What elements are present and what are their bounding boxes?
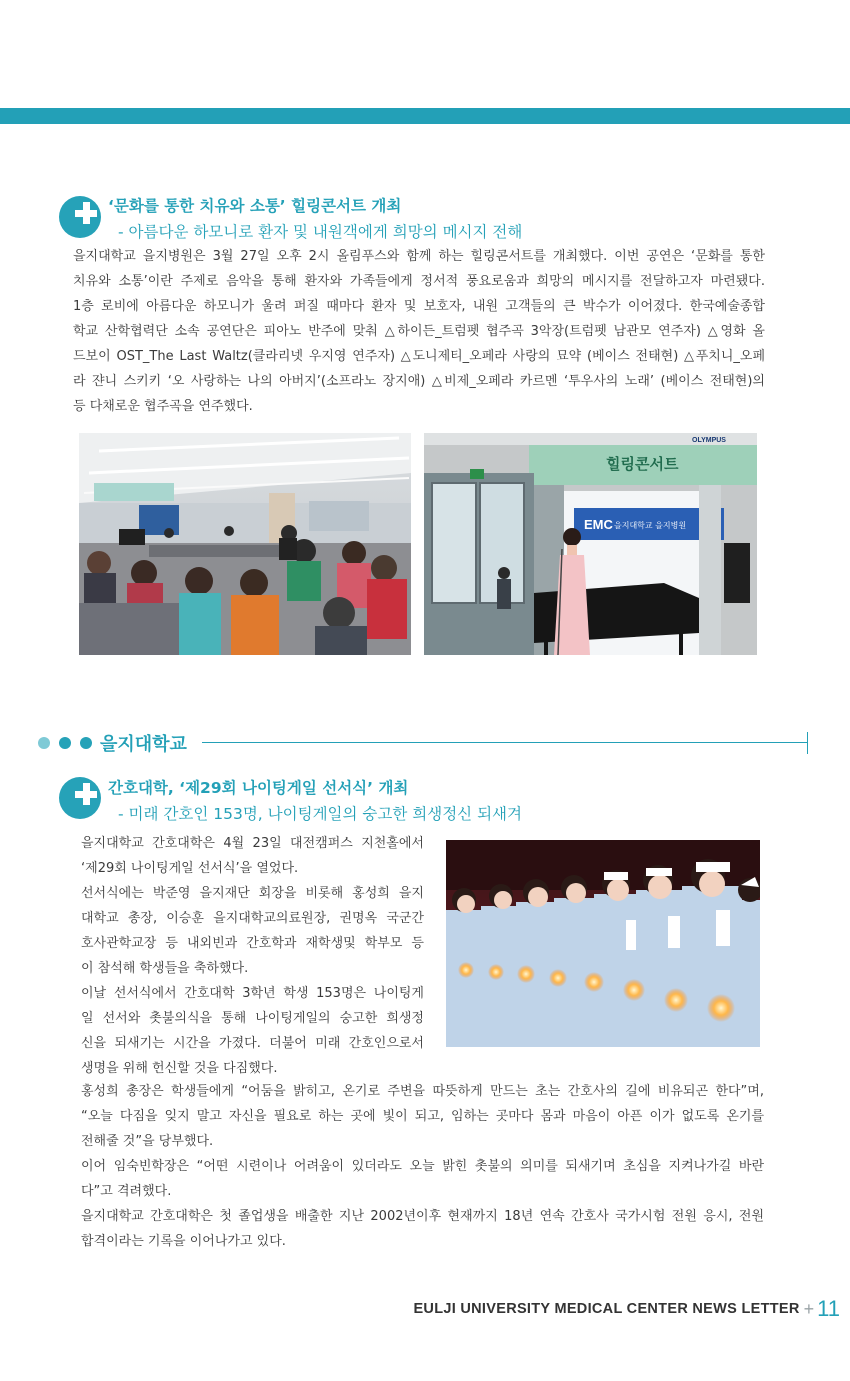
section-dot-icon [80,737,92,749]
body-line: 선서식에는 박준영 을지재단 회장을 비롯해 홍성희 을지 [81,886,424,901]
body-line: 일 선서와 촛불의식을 통해 나이팅게일의 숭고한 희생정 [81,1011,424,1026]
article2-title: 간호대학, ‘제29회 나이팅게일 선서식’ 개최 [108,779,409,797]
top-accent-bar [0,108,850,124]
section-divider [202,742,807,743]
section-header [38,730,808,756]
footer-plus-icon: + [803,1298,815,1319]
body-line: 다”고 격려했다. [81,1184,172,1199]
body-line: 이날 선서식에서 간호대학 3학년 학생 153명은 나이팅게 [81,986,424,1001]
body-line: 라 쟌니 스키키 ‘오 사랑하는 나의 아버지’(소프라노 장지애) △비제_오페라 카르멘 ‘투우사의 노래’ (베이스 전태현)의 [73,374,765,389]
article1-title: ‘문화를 통한 치유와 소통’ 힐링콘서트 개최 [108,197,402,215]
section-title: 을지대학교 [100,734,187,755]
body-line: 등 다채로운 협주곡을 연주했다. [73,399,253,414]
section-divider-end [807,732,808,754]
body-line: 을지대학교 간호대학은 4월 23일 대전캠퍼스 지천홀에서 [81,836,424,851]
body-line: ‘제29회 나이팅게일 선서식’을 열었다. [81,861,299,876]
concert-audience-photo [79,433,411,655]
body-line: 전해줄 것”을 당부했다. [81,1134,214,1149]
body-line: 드보이 OST_The Last Waltz(클라리넷 우지영 연주자) △도니제티_오페라 사랑의 묘약 (베이스 전태현) △푸치니_오페 [73,349,765,364]
body-line: 학교 산학협력단 소속 공연단은 피아노 반주에 맞춰 △하이든_트럼펫 협주곡 3악장(트럼펫 남관모 연주자) △영화 올 [73,324,765,339]
plus-badge-icon [59,196,101,238]
nightingale-ceremony-photo [446,840,760,1047]
article2-body-narrow [81,831,424,1081]
body-line: 대학교 총장, 이승훈 을지대학교의료원장, 권명옥 국군간 [81,911,424,926]
body-line: 호사관학교장 등 내외빈과 간호학과 재학생및 학부모 등 [81,936,424,951]
section-dot-icon [38,737,50,749]
body-line: 1층 로비에 아름다운 하모니가 울려 퍼질 때마다 환자 및 보호자, 내원 고객들의 큰 박수가 이어졌다. 한국예술종합 [73,299,765,314]
banner-text: 힐링콘서트 [606,455,679,473]
sponsor-logo-text: OLYMPUS [692,437,726,444]
body-line: 이어 임숙빈학장은 “어떤 시련이나 어려움이 있더라도 오늘 밝힌 촛불의 의미를 되새기며 초심을 지켜나가길 바란 [81,1159,764,1174]
body-line: 치유와 소통’이란 주제로 음악을 통해 환자와 가족들에게 정서적 풍요로움과 희망의 메시지를 전달하고자 마련됐다. [73,274,765,289]
body-line: 을지대학교 간호대학은 첫 졸업생을 배출한 지난 2002년이후 현재까지 18년 연속 간호사 국가시험 전원 응시, 전원 [81,1209,764,1224]
plus-badge-icon [59,777,101,819]
body-line: “오늘 다짐을 잊지 말고 자신을 필요로 하는 곳에 빛이 되고, 임하는 곳마다 몸과 마음이 아픈 이가 없도록 온기를 [81,1109,764,1124]
section-dot-icon [59,737,71,749]
body-line: 생명을 위해 헌신할 것을 다짐했다. [81,1061,278,1076]
body-line: 신을 되새기는 시간을 가졌다. 더불어 미래 간호인으로서 [81,1036,424,1051]
concert-singer-photo [424,433,757,655]
body-line: 홍성희 총장은 학생들에게 “어둠을 밝히고, 온기로 주변을 따뜻하게 만드는 초는 간호사의 길에 비유되곤 한다”며, [81,1084,764,1099]
emc-logo-text: EMC [584,517,613,532]
footer-newsletter-title: EULJI UNIVERSITY MEDICAL CENTER NEWS LETTER [413,1301,800,1317]
article2-body-wide [81,1079,764,1254]
page-number: 11 [817,1296,840,1321]
body-line: 합격이라는 기록을 이어나가고 있다. [81,1234,286,1249]
body-line: 을지대학교 을지병원은 3월 27일 오후 2시 올림푸스와 함께 하는 힐링콘서트를 개최했다. 이번 공연은 ‘문화를 통한 [73,249,765,264]
hospital-name-text: 을지대학교 을지병원 [614,521,687,530]
article1-subtitle: - 아름다운 하모니로 환자 및 내원객에게 희망의 메시지 전해 [118,223,523,241]
article2-subtitle: - 미래 간호인 153명, 나이팅게일의 숭고한 희생정신 되새겨 [118,805,523,823]
article1-body [73,244,765,419]
page-footer [413,1296,840,1326]
body-line: 이 참석해 학생들을 축하했다. [81,961,249,976]
